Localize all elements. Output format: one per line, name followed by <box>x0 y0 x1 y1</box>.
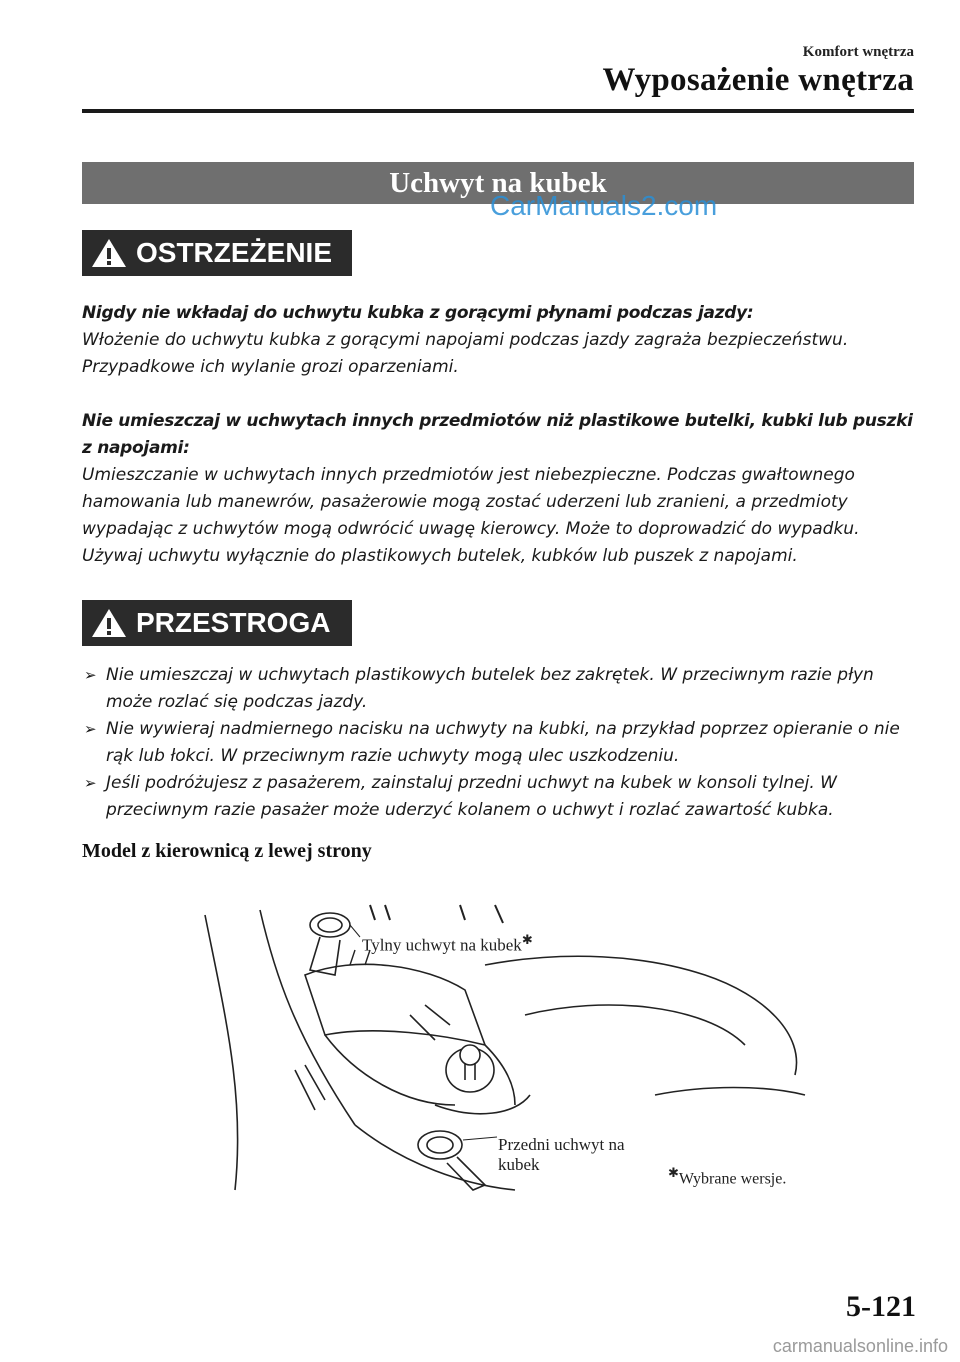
caution-text: Jeśli podróżujesz z pasażerem, zainstaluj przedni uchwyt na kubek w konsoli tylnej. W przeciwnym razie pasażer może uderzyć kolanem o uchwyt i rozlać zawartość kubka. <box>106 773 837 820</box>
caution-text: Nie wywieraj nadmiernego nacisku na uchwyty na kubki, na przykład poprzez opieranie o nie rąk lub łokci. W przeciwnym razie uchwyty mogą ulec uszkodzeniu. <box>106 719 900 766</box>
warning-heading: Nie umieszczaj w uchwytach innych przedmiotów niż plastikowe butelki, kubki lub puszki z napojami: <box>82 411 913 458</box>
arrow-bullet-icon: ➢ <box>84 774 97 792</box>
watermark-text: CarManuals2.com <box>490 190 718 221</box>
header-title: Wyposażenie wnętrza <box>602 62 914 98</box>
asterisk-icon: ✱ <box>668 1165 679 1180</box>
warning-item-1 <box>82 300 922 381</box>
optional-note: ✱Wybrane wersje. <box>668 1165 787 1188</box>
warning-triangle-icon <box>90 237 128 269</box>
list-item <box>82 662 922 716</box>
list-item <box>82 716 922 770</box>
header-rule <box>82 109 914 113</box>
arrow-bullet-icon: ➢ <box>84 720 97 738</box>
asterisk-icon: ✱ <box>521 932 533 947</box>
warning-item-2 <box>82 408 922 570</box>
warning-triangle-icon <box>90 607 128 639</box>
section-title: Uchwyt na kubek <box>389 167 607 199</box>
warning-badge <box>82 230 352 276</box>
header-subtitle: Komfort wnętrza <box>802 44 914 60</box>
warning-label: OSTRZEŻENIE <box>136 237 333 268</box>
front-cupholder-label: Przedni uchwyt na kubek <box>498 1135 625 1174</box>
rear-cupholder-label: Tylny uchwyt na kubek✱ <box>362 932 533 955</box>
footer-watermark: carmanualsonline.info <box>772 1336 948 1356</box>
warning-heading: Nigdy nie wkładaj do uchwytu kubka z gorącymi płynami podczas jazdy: <box>82 303 754 323</box>
caution-badge <box>82 600 352 646</box>
page-number: 5-121 <box>846 1290 916 1323</box>
model-heading: Model z kierownicą z lewej strony <box>82 840 372 862</box>
caution-list <box>82 662 922 824</box>
arrow-bullet-icon: ➢ <box>84 666 97 684</box>
caution-text: Nie umieszczaj w uchwytach plastikowych butelek bez zakrętek. W przeciwnym razie płyn może rozlać się podczas jazdy. <box>106 665 874 712</box>
list-item <box>82 770 922 824</box>
warning-body: Umieszczanie w uchwytach innych przedmiotów jest niebezpieczne. Podczas gwałtownego hamowania lub manewrów, pasażerowie mogą zostać uderzeni lub zranieni, a przedmioty wypadając z uchwytów mogą odwrócić uwagę kierowcy. Może to doprowadzić do wypadku. Używaj uchwytu wyłącznie do plastikowych butelek, kubków lub puszek z napojami. <box>82 465 860 566</box>
caution-label: PRZESTROGA <box>136 607 331 638</box>
warning-body: Włożenie do uchwytu kubka z gorącymi napojami podczas jazdy zagraża bezpieczeństwu. Przypadkowe ich wylanie grozi oparzeniami. <box>82 330 849 377</box>
